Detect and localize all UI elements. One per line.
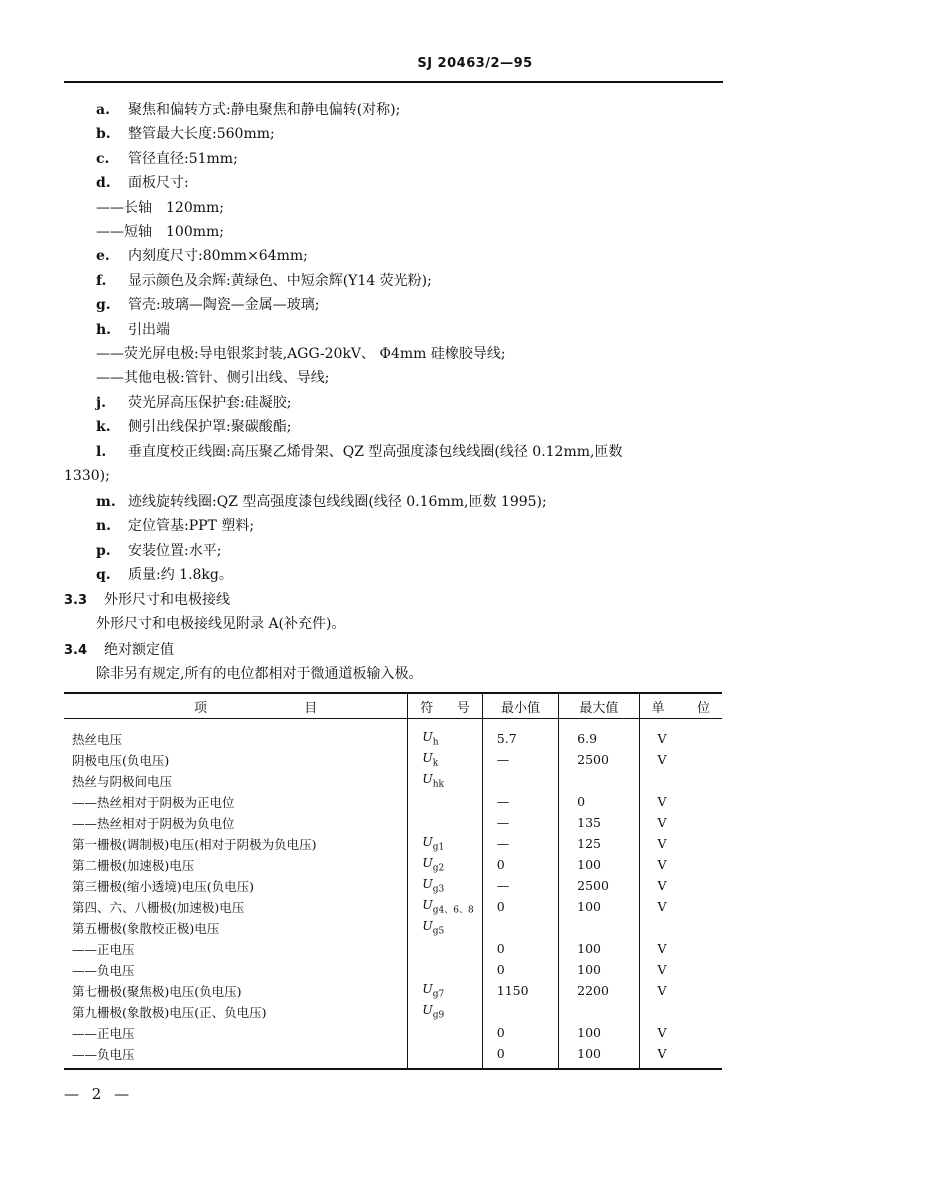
spec-text: 安装位置:水平;: [128, 542, 222, 559]
spec-label: c.: [96, 150, 110, 167]
symbol-subscript: g7: [432, 989, 445, 1000]
symbol-subscript: k: [432, 758, 439, 769]
spec-label: q.: [96, 567, 111, 584]
cell-unit: V: [639, 1043, 722, 1069]
table-row: [64, 791, 722, 812]
cell-max: 100: [559, 1022, 639, 1043]
spec-text: 面板尺寸:: [128, 175, 189, 192]
spec-label: k.: [96, 419, 111, 436]
spec-label: f.: [96, 272, 107, 289]
section-title: 绝对额定值: [104, 642, 174, 658]
header-rule: [64, 81, 723, 83]
spec-subitem: ——长轴 120mm;: [96, 199, 224, 216]
spec-subitem: ——其他电极:管针、侧引出线、导线;: [96, 370, 330, 387]
table-row: [64, 1001, 722, 1022]
cell-item: 第三栅极(缩小透境)电压(负电压): [72, 878, 255, 894]
cell-symbol: [408, 1022, 483, 1043]
symbol-main: U: [422, 1002, 433, 1018]
cell-min: —: [482, 875, 558, 896]
cell-symbol: [408, 1043, 483, 1069]
cell-unit: V: [639, 959, 722, 980]
cell-max: 100: [559, 1043, 639, 1069]
cell-symbol: [408, 1001, 483, 1022]
symbol-main: U: [422, 897, 433, 913]
cell-item: ——正电压: [72, 941, 135, 957]
cell-symbol: [408, 917, 483, 938]
cell-unit: V: [639, 791, 722, 812]
cell-symbol: [408, 959, 483, 980]
cell-unit: [639, 770, 722, 791]
symbol-main: U: [422, 771, 433, 787]
cell-item: ——正电压: [72, 1025, 135, 1041]
spec-text: 聚焦和偏转方式:静电聚焦和静电偏转(对称);: [128, 102, 401, 118]
symbol-main: U: [422, 834, 433, 850]
document-number: SJ 20463/2—95: [417, 56, 533, 71]
spec-text: 迹线旋转线圈:QZ 型高强度漆包线线圈(线径 0.16mm,匝数 1995);: [128, 494, 547, 510]
table-row: [64, 938, 722, 959]
cell-unit: [639, 917, 722, 938]
cell-unit: V: [639, 938, 722, 959]
symbol-subscript: h: [432, 737, 439, 748]
cell-unit: V: [639, 896, 722, 917]
symbol-subscript: g4、6、8: [432, 905, 474, 916]
table-row: [64, 854, 722, 875]
cell-item: 阴极电压(负电压): [72, 752, 170, 768]
cell-item: ——热丝相对于阴极为负电位: [72, 815, 235, 831]
cell-max: [559, 770, 639, 791]
table-body: [64, 719, 722, 1070]
symbol-main: U: [422, 729, 433, 745]
spec-label: a.: [96, 102, 110, 118]
cell-item: 第七栅极(聚焦极)电压(负电压): [72, 983, 242, 999]
spec-subitem: ——短轴 100mm;: [96, 224, 224, 240]
section-3-4-body: 除非另有规定,所有的电位都相对于微通道板输入极。: [96, 666, 423, 682]
col-header-max: 最大值: [559, 693, 639, 719]
cell-min: —: [482, 833, 558, 854]
spec-label: n.: [96, 518, 112, 535]
cell-unit: [639, 1001, 722, 1022]
col-header-unit: 单 位: [639, 693, 722, 719]
cell-max: 2200: [559, 980, 639, 1001]
section-number: 3.4: [64, 643, 88, 658]
table-header-row: [64, 693, 722, 719]
cell-max: 2500: [559, 875, 639, 896]
cell-max: 2500: [559, 749, 639, 770]
cell-max: 100: [559, 896, 639, 917]
symbol-main: U: [422, 918, 433, 934]
section-number: 3.3: [64, 593, 88, 608]
section-title: 外形尺寸和电极接线: [104, 592, 230, 608]
col-header-item: 项 目: [64, 693, 408, 719]
cell-symbol: [408, 749, 483, 770]
cell-min: —: [482, 812, 558, 833]
spec-label: e.: [96, 248, 110, 265]
spec-text: 整管最大长度:560mm;: [128, 126, 275, 143]
cell-max: 135: [559, 812, 639, 833]
cell-unit: V: [639, 980, 722, 1001]
cell-item: 热丝与阴极间电压: [72, 773, 173, 789]
section-3-3-heading: [64, 590, 230, 611]
cell-max: 100: [559, 959, 639, 980]
table-row: [64, 1043, 722, 1069]
section-3-3-body: 外形尺寸和电极接线见附录 A(补充件)。: [96, 616, 346, 632]
spec-text: 侧引出线保护罩:聚碳酸酯;: [128, 419, 292, 436]
cell-unit: V: [639, 719, 722, 750]
table-row: [64, 770, 722, 791]
spec-text: 管壳:玻璃—陶瓷—金属—玻璃;: [128, 297, 320, 314]
cell-max: [559, 917, 639, 938]
table-row: [64, 896, 722, 917]
cell-unit: V: [639, 875, 722, 896]
cell-min: 0: [482, 896, 558, 917]
cell-unit: V: [639, 749, 722, 770]
cell-min: —: [482, 791, 558, 812]
cell-unit: V: [639, 1022, 722, 1043]
cell-unit: V: [639, 854, 722, 875]
cell-symbol: [408, 791, 483, 812]
table-row: [64, 719, 722, 750]
spec-text: 荧光屏高压保护套:硅凝胶;: [128, 394, 292, 411]
spec-text: 垂直度校正线圈:高压聚乙烯骨架、QZ 型高强度漆包线线圈(线径 0.12mm,匝数: [128, 444, 623, 460]
cell-unit: V: [639, 833, 722, 854]
spec-item-l-continuation: 1330);: [64, 468, 110, 484]
cell-min: 0: [482, 1043, 558, 1069]
cell-item: 第一栅极(调制极)电压(相对于阴极为负电压): [72, 836, 317, 852]
cell-min: 0: [482, 938, 558, 959]
cell-min: 0: [482, 959, 558, 980]
table-row: [64, 833, 722, 854]
symbol-subscript: g2: [432, 863, 445, 874]
cell-symbol: [408, 896, 483, 917]
cell-max: 125: [559, 833, 639, 854]
cell-min: 1150: [482, 980, 558, 1001]
absolute-ratings-table: [64, 692, 722, 1070]
spec-subitem: ——荧光屏电极:导电银浆封装,AGG-20kV、 Φ4mm 硅橡胶导线;: [96, 346, 506, 362]
cell-max: [559, 1001, 639, 1022]
table-row: [64, 1022, 722, 1043]
table-row: [64, 749, 722, 770]
cell-unit: V: [639, 812, 722, 833]
table-row: [64, 812, 722, 833]
symbol-main: U: [422, 750, 433, 766]
spec-label: g.: [96, 297, 111, 314]
cell-symbol: [408, 833, 483, 854]
cell-item: 第九栅极(象散极)电压(正、负电压): [72, 1004, 267, 1020]
symbol-subscript: g1: [432, 842, 445, 853]
spec-label: m.: [96, 494, 116, 510]
spec-text: 引出端: [128, 321, 170, 338]
symbol-main: U: [422, 876, 433, 892]
cell-item: ——热丝相对于阴极为正电位: [72, 794, 235, 810]
cell-symbol: [408, 875, 483, 896]
table-row: [64, 917, 722, 938]
spec-label: p.: [96, 542, 111, 559]
cell-symbol: [408, 938, 483, 959]
cell-item: ——负电压: [64, 1043, 408, 1069]
cell-max: 100: [559, 938, 639, 959]
section-3-4-heading: [64, 640, 174, 661]
cell-min: 0: [482, 1022, 558, 1043]
cell-max: 6.9: [559, 719, 639, 750]
cell-symbol: [408, 812, 483, 833]
cell-min: [482, 1001, 558, 1022]
symbol-subscript: g9: [432, 1010, 445, 1021]
symbol-subscript: g3: [432, 884, 445, 895]
cell-min: 0: [482, 854, 558, 875]
spec-text: 内刻度尺寸:80mm×64mm;: [128, 248, 308, 265]
cell-item: 热丝电压: [72, 731, 123, 747]
symbol-subscript: hk: [432, 779, 444, 790]
spec-label: b.: [96, 126, 111, 143]
cell-symbol: [408, 980, 483, 1001]
cell-item: 第二栅极(加速极)电压: [72, 857, 195, 873]
spec-text: 定位管基:PPT 塑料;: [128, 518, 255, 535]
col-header-min: 最小值: [482, 693, 558, 719]
page-number: — 2 —: [64, 1085, 134, 1103]
spec-label: j.: [96, 394, 106, 411]
symbol-main: U: [422, 855, 433, 871]
cell-item: 第五栅极(象散校正极)电压: [72, 920, 220, 936]
symbol-subscript: g5: [432, 926, 445, 937]
spec-label: l.: [96, 444, 107, 460]
spec-label: h.: [96, 321, 112, 338]
symbol-main: U: [422, 981, 433, 997]
table-row: [64, 875, 722, 896]
table-row: [64, 959, 722, 980]
spec-item-l: [96, 442, 728, 462]
cell-symbol: [408, 770, 483, 791]
cell-symbol: [408, 854, 483, 875]
spec-text: 质量:约 1.8kg。: [128, 567, 233, 584]
cell-max: 100: [559, 854, 639, 875]
cell-min: 5.7: [482, 719, 558, 750]
cell-item: 第四、六、八栅极(加速极)电压: [72, 899, 245, 915]
cell-symbol: [408, 719, 483, 750]
spec-label: d.: [96, 175, 111, 192]
col-header-symbol: 符 号: [408, 693, 483, 719]
cell-min: —: [482, 749, 558, 770]
cell-max: 0: [559, 791, 639, 812]
cell-item: ——负电压: [72, 962, 135, 978]
cell-min: [482, 917, 558, 938]
cell-min: [482, 770, 558, 791]
spec-text: 管径直径:51mm;: [128, 150, 238, 167]
table-row: [64, 980, 722, 1001]
spec-text: 显示颜色及余辉:黄绿色、中短余辉(Y14 荧光粉);: [128, 272, 432, 289]
